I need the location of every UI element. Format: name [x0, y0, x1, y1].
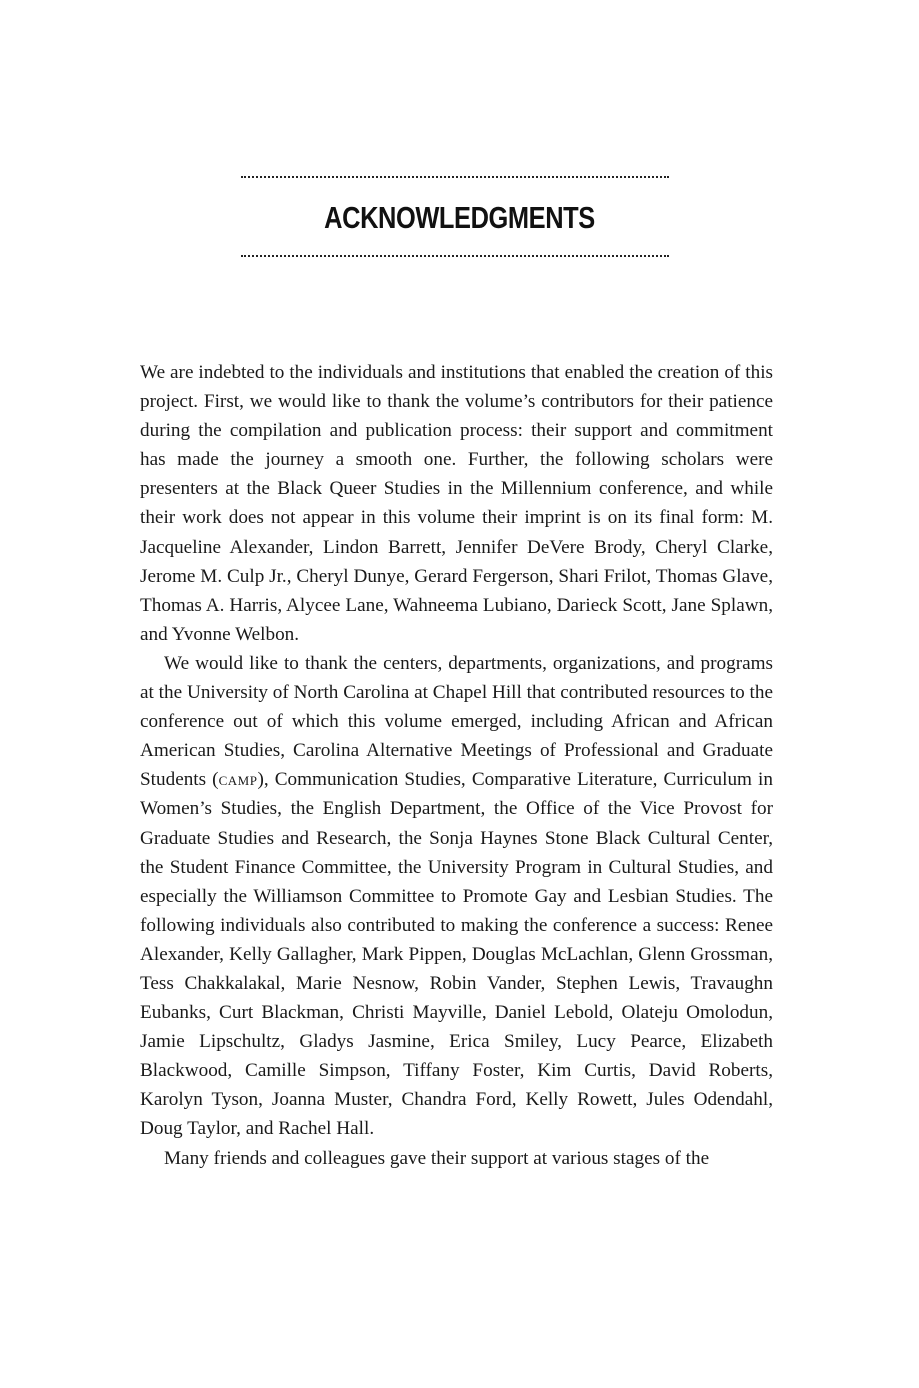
paragraph-1: We are indebted to the individuals and institutions that enabled the creation of this project. First, we would like to thank the volume’s contributors for their patience during the compilation and publication process: their support and commitment has made the journey a smooth one. Further, the following scholars were presenters at the Black Queer Studies in the Millennium conference, and while their work does not appear in this volume their imprint is on its final form: M. Jacqueline Alexander, Lindon Barrett, Jennifer DeVere Brody, Cheryl Clarke, Jerome M. Culp Jr., Cheryl Dunye, Gerard Fergerson, Shari Frilot, Thomas Glave, Thomas A. Harris, Alycee Lane, Wahneema Lubiano, Darieck Scott, Jane Splawn, and Yvonne Welbon.: [140, 362, 773, 645]
paragraph-3: Many friends and colleagues gave their support at various stages of the: [164, 1147, 710, 1169]
acronym-camp: camp: [218, 769, 258, 791]
paragraph-2-text-after: ), Communication Studies, Comparative Literature, Curriculum in Women’s Studies, the English Department, the Office of the Vice Provost for Graduate Studies and Research, the Sonja Haynes Stone Black Cultural Center, the Student Finance Committee, the University Program in Cultural Studies, and especially the Williamson Committee to Promote Gay and Lesbian Studies. The following individuals also contributed to making the conference a success: Renee Alexander, Kelly Gallagher, Mark Pippen, Douglas McLachlan, Glenn Grossman, Tess Chakkalakal, Marie Nesnow, Robin Vander, Stephen Lewis, Travaughn Eubanks, Curt Blackman, Christi Mayville, Daniel Lebold, Olateju Omolodun, Jamie Lipschultz, Gladys Jasmine, Erica Smiley, Lucy Pearce, Elizabeth Blackwood, Camille Simpson, Tiffany Foster, Kim Curtis, David Roberts, Karolyn Tyson, Joanna Muster, Chandra Ford, Kelly Rowett, Jules Odendahl, Doug Taylor, and Rachel Hall.: [140, 769, 773, 1140]
paragraph-2: [140, 649, 773, 1144]
paragraph-2-text-before: We would like to thank the centers, departments, organizations, and programs at the University of North Carolina at Chapel Hill that contributed resources to the conference out of which this volume emerged, including African and African American Studies, Carolina Alternative Meetings of Professional and Graduate Students (: [140, 652, 773, 791]
body-text: [140, 358, 773, 1173]
dotted-rule-top: [241, 176, 669, 178]
page-title: ACKNOWLEDGMENTS: [324, 200, 595, 235]
dotted-rule-bottom: [241, 255, 669, 257]
